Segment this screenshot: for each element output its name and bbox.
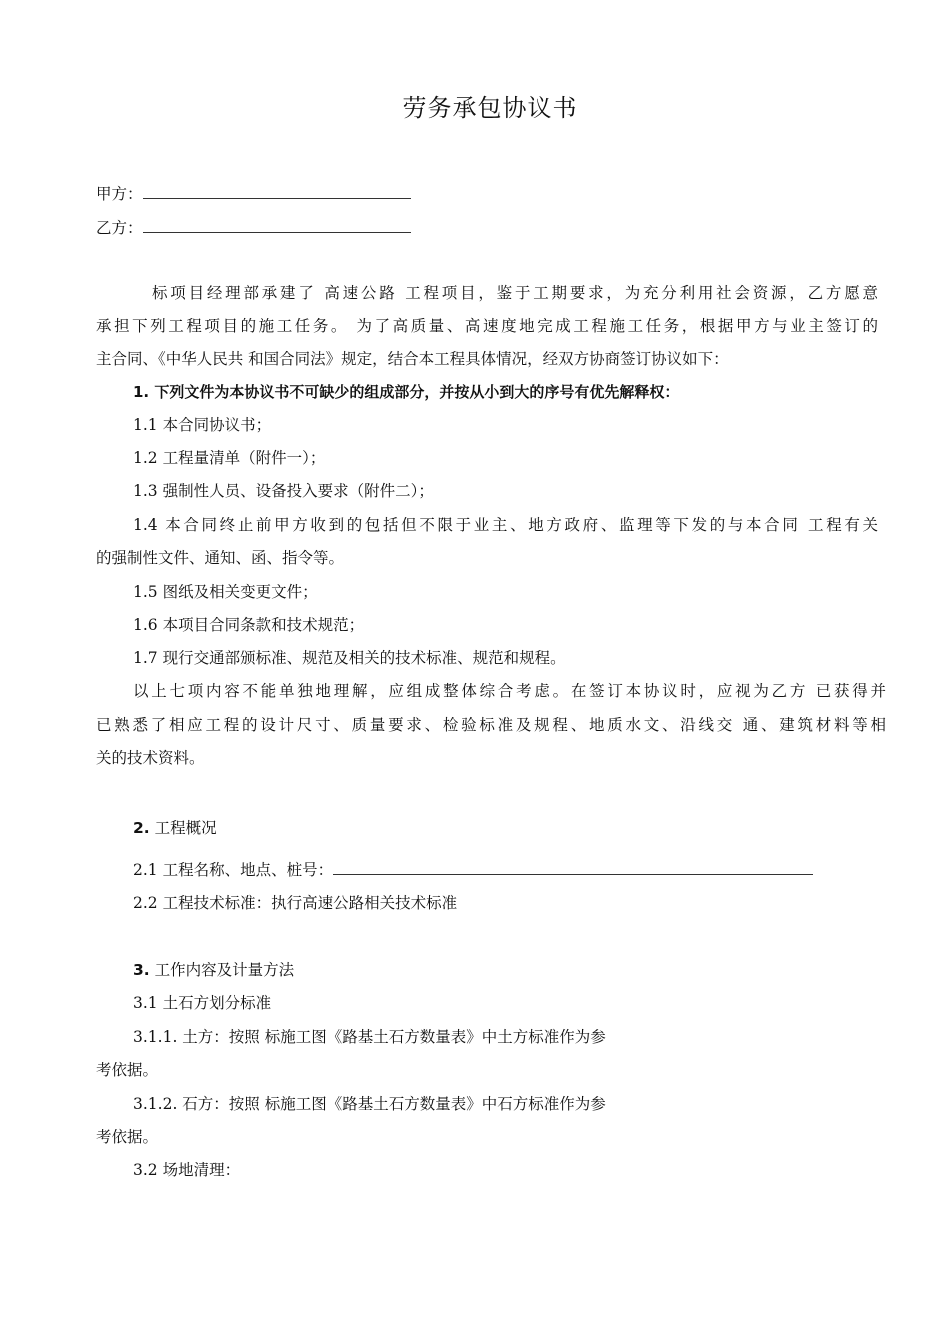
section-3-item-1-1-line-2: 考依据。	[96, 1061, 159, 1079]
section-3-heading	[133, 959, 294, 981]
section-1-item-2: 1.2 工程量清单（附件一）；	[133, 449, 326, 467]
section-3-number: 3.	[133, 961, 150, 979]
section-1-item-3: 1.3 强制性人员、设备投入要求（附件二）；	[133, 482, 434, 500]
party-a-label: 甲方：	[96, 185, 143, 203]
party-a-blank-field[interactable]	[143, 184, 411, 199]
section-3-item-2: 3.2 场地清理：	[133, 1161, 241, 1179]
section-1-item-1: 1.1 本合同协议书；	[133, 416, 272, 434]
section-1-item-7: 1.7 现行交通部颁标准、规范及相关的技术标准、规范和规程。	[133, 649, 566, 667]
section-2-heading	[133, 817, 217, 839]
party-b-blank-field[interactable]	[143, 218, 411, 233]
section-2-item-1	[133, 859, 813, 881]
party-b-row	[96, 217, 411, 239]
project-name-blank-field[interactable]	[333, 860, 813, 875]
section-1-note-line-2: 已熟悉了相应工程的设计尺寸、质量要求、检验标准及规程、地质水文、沿线交 通、建筑材料等相	[96, 716, 886, 734]
party-b-label: 乙方：	[96, 219, 143, 237]
section-3-item-1-2-line-1: 3.1.2. 石方：按照 标施工图《路基土石方数量表》中石方标准作为参	[133, 1095, 606, 1113]
intro-line-1: 标项目经理部承建了 高速公路 工程项目，鉴于工期要求，为充分利用社会资源，乙方愿意	[152, 284, 878, 302]
section-2-number: 2.	[133, 819, 150, 837]
intro-line-2: 承担下列工程项目的施工任务。 为了高质量、高速度地完成工程施工任务，根据甲方与业主签订的	[96, 317, 878, 335]
section-1-note-line-1: 以上七项内容不能单独地理解，应组成整体综合考虑。在签订本协议时，应视为乙方 已获得并	[133, 682, 886, 700]
section-2-item-2: 2.2 工程技术标准：执行高速公路相关技术标准	[133, 894, 458, 912]
section-3-item-1-1-line-1: 3.1.1. 土方：按照 标施工图《路基土石方数量表》中土方标准作为参	[133, 1028, 606, 1046]
project-name-label: 2.1 工程名称、地点、桩号：	[133, 861, 334, 879]
section-1-item-4-line-2: 的强制性文件、通知、函、指令等。	[96, 549, 345, 567]
intro-line-3: 主合同、《中华人民共 和国合同法》规定，结合本工程具体情况，经双方协商签订协议如下：	[96, 350, 729, 368]
section-3-item-1: 3.1 土石方划分标准	[133, 994, 272, 1012]
party-a-row	[96, 183, 411, 205]
document-title: 劳务承包协议书	[402, 94, 578, 122]
section-1-item-5: 1.5 图纸及相关变更文件；	[133, 583, 318, 601]
section-3-title: 工作内容及计量方法	[154, 961, 295, 979]
section-1-item-4-line-1: 1.4 本合同终止前甲方收到的包括但不限于业主、地方政府、监理等下发的与本合同 工程有关	[133, 516, 878, 534]
section-2-title: 工程概况	[154, 819, 217, 837]
section-1-item-6: 1.6 本项目合同条款和技术规范；	[133, 616, 365, 634]
section-3-item-1-2-line-2: 考依据。	[96, 1128, 159, 1146]
section-1-note-line-3: 关的技术资料。	[96, 749, 205, 767]
section-1-heading: 1. 下列文件为本协议书不可缺少的组成部分，并按从小到大的序号有优先解释权：	[133, 383, 680, 401]
